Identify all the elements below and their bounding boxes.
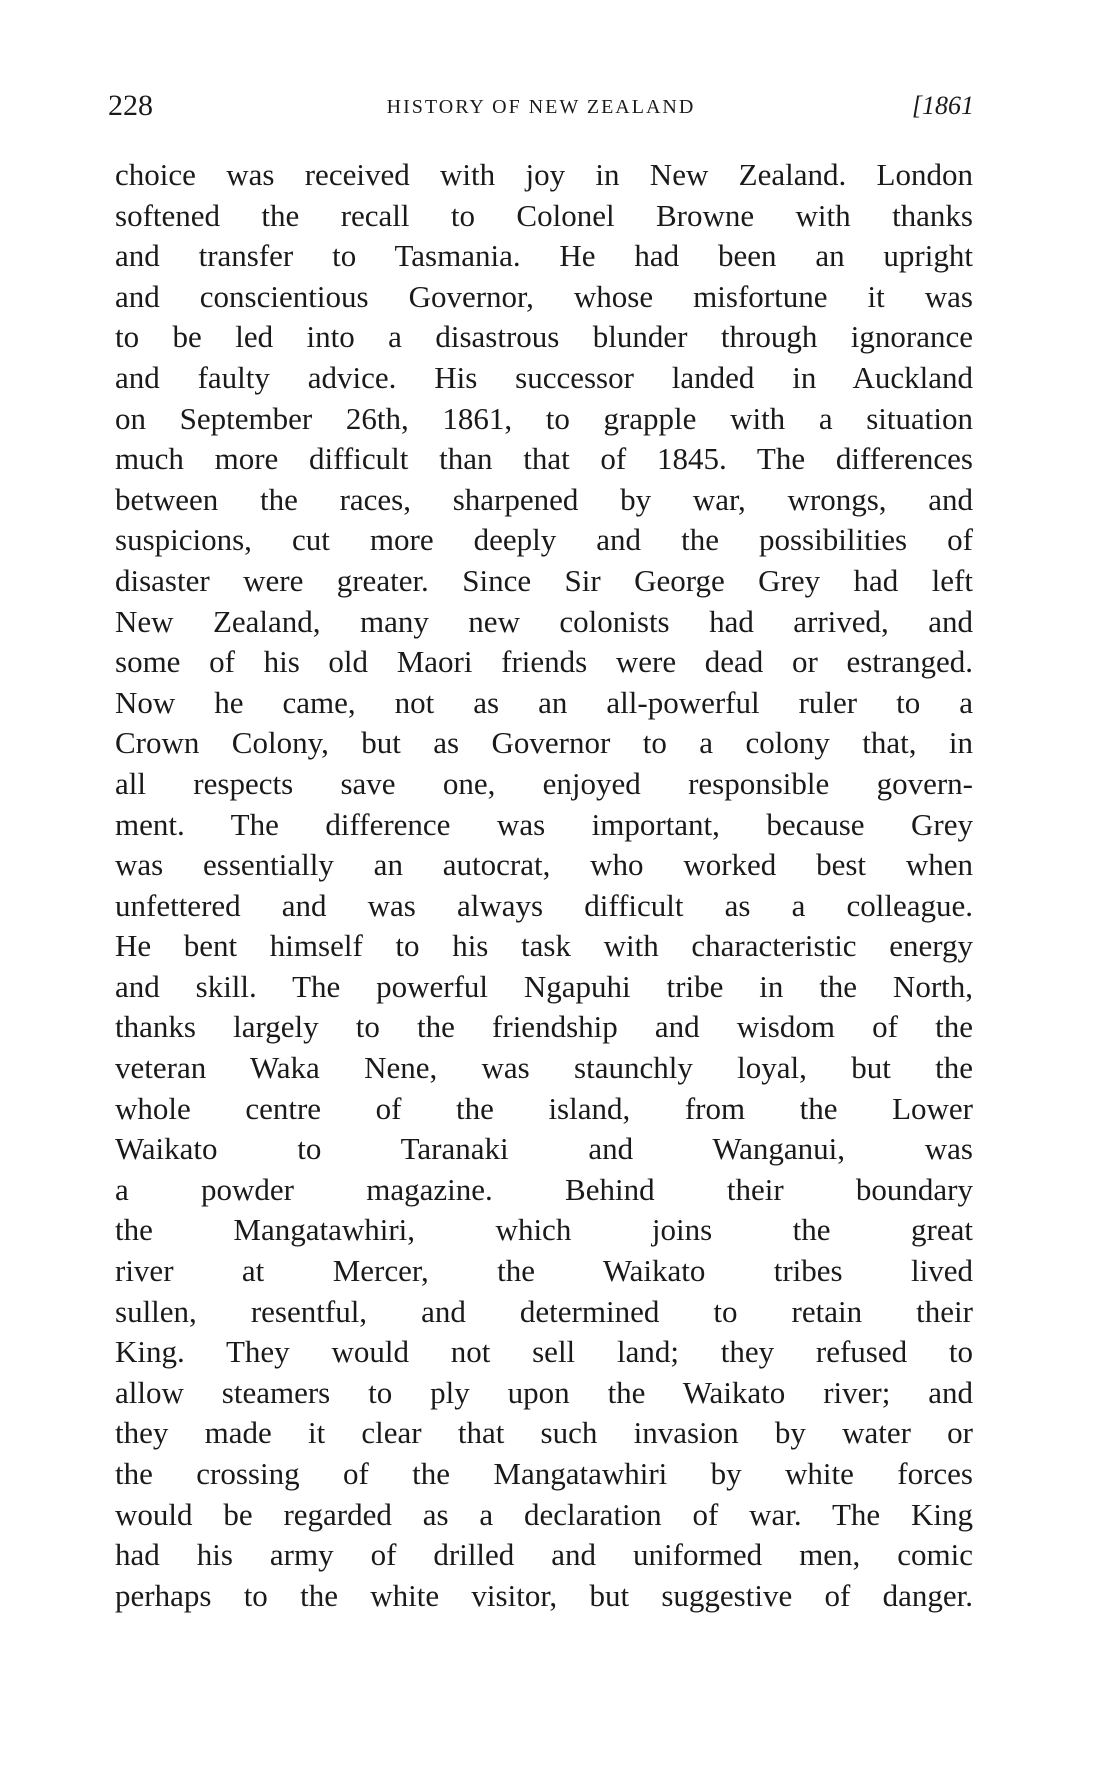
text-line: would be regarded as a declaration of war. The King: [115, 1496, 973, 1532]
text-line: Waikato to Taranaki and Wanganui, was: [115, 1131, 973, 1167]
text-line: and conscientious Governor, whose misfortune it was: [115, 278, 973, 314]
text-line: allow steamers to ply upon the Waikato river; and: [115, 1374, 973, 1410]
text-line: Now he came, not as an all-powerful ruler to a: [115, 684, 973, 720]
text-line: sullen, resentful, and determined to retain their: [115, 1293, 973, 1329]
text-line: the crossing of the Mangatawhiri by white forces: [115, 1456, 973, 1491]
text-line: choice was received with joy in New Zealand. London: [115, 157, 973, 192]
text-line: and skill. The powerful Ngapuhi tribe in the North,: [115, 968, 973, 1004]
text-line: was essentially an autocrat, who worked best when: [115, 847, 973, 883]
text-line: softened the recall to Colonel Browne with thanks: [115, 197, 973, 233]
text-line: on September 26th, 1861, to grapple with a situation: [115, 400, 973, 436]
text-line: much more difficult than that of 1845. The differences: [115, 441, 973, 477]
body-text: [115, 155, 973, 1616]
running-year: [1861: [911, 91, 974, 120]
text-line: New Zealand, many new colonists had arrived, and: [115, 603, 973, 639]
text-line: Crown Colony, but as Governor to a colony that, in: [115, 725, 973, 761]
text-line: a powder magazine. Behind their boundary: [115, 1171, 973, 1207]
running-title: HISTORY OF NEW ZEALAND: [386, 96, 696, 118]
text-line: perhaps to the white visitor, but suggestive of danger.: [115, 1577, 973, 1613]
text-line: the Mangatawhiri, which joins the great: [115, 1212, 973, 1248]
text-line: whole centre of the island, from the Lower: [115, 1090, 973, 1126]
text-line: He bent himself to his task with characteristic energy: [115, 928, 973, 964]
text-line: unfettered and was always difficult as a colleague.: [115, 887, 973, 923]
text-line: had his army of drilled and uniformed men, comic: [115, 1537, 973, 1573]
text-line: and transfer to Tasmania. He had been an upright: [115, 238, 973, 274]
text-line: they made it clear that such invasion by water or: [115, 1415, 973, 1451]
page-number: 228: [108, 89, 153, 122]
text-line: suspicions, cut more deeply and the possibilities of: [115, 522, 973, 558]
running-head: [108, 86, 974, 126]
text-line: thanks largely to the friendship and wisdom of the: [115, 1009, 973, 1045]
text-line: river at Mercer, the Waikato tribes lived: [115, 1253, 973, 1289]
text-line: ment. The difference was important, because Grey: [115, 806, 973, 842]
text-line: veteran Waka Nene, was staunchly loyal, but the: [115, 1050, 973, 1086]
text-line: disaster were greater. Since Sir George Grey had left: [115, 562, 973, 598]
text-line: some of his old Maori friends were dead or estranged.: [115, 644, 973, 680]
text-line: to be led into a disastrous blunder through ignorance: [115, 319, 973, 355]
text-line: King. They would not sell land; they refused to: [115, 1334, 973, 1370]
text-line: between the races, sharpened by war, wrongs, and: [115, 481, 973, 517]
text-line: all respects save one, enjoyed responsible govern-: [115, 765, 973, 801]
text-line: and faulty advice. His successor landed in Auckland: [115, 359, 973, 395]
